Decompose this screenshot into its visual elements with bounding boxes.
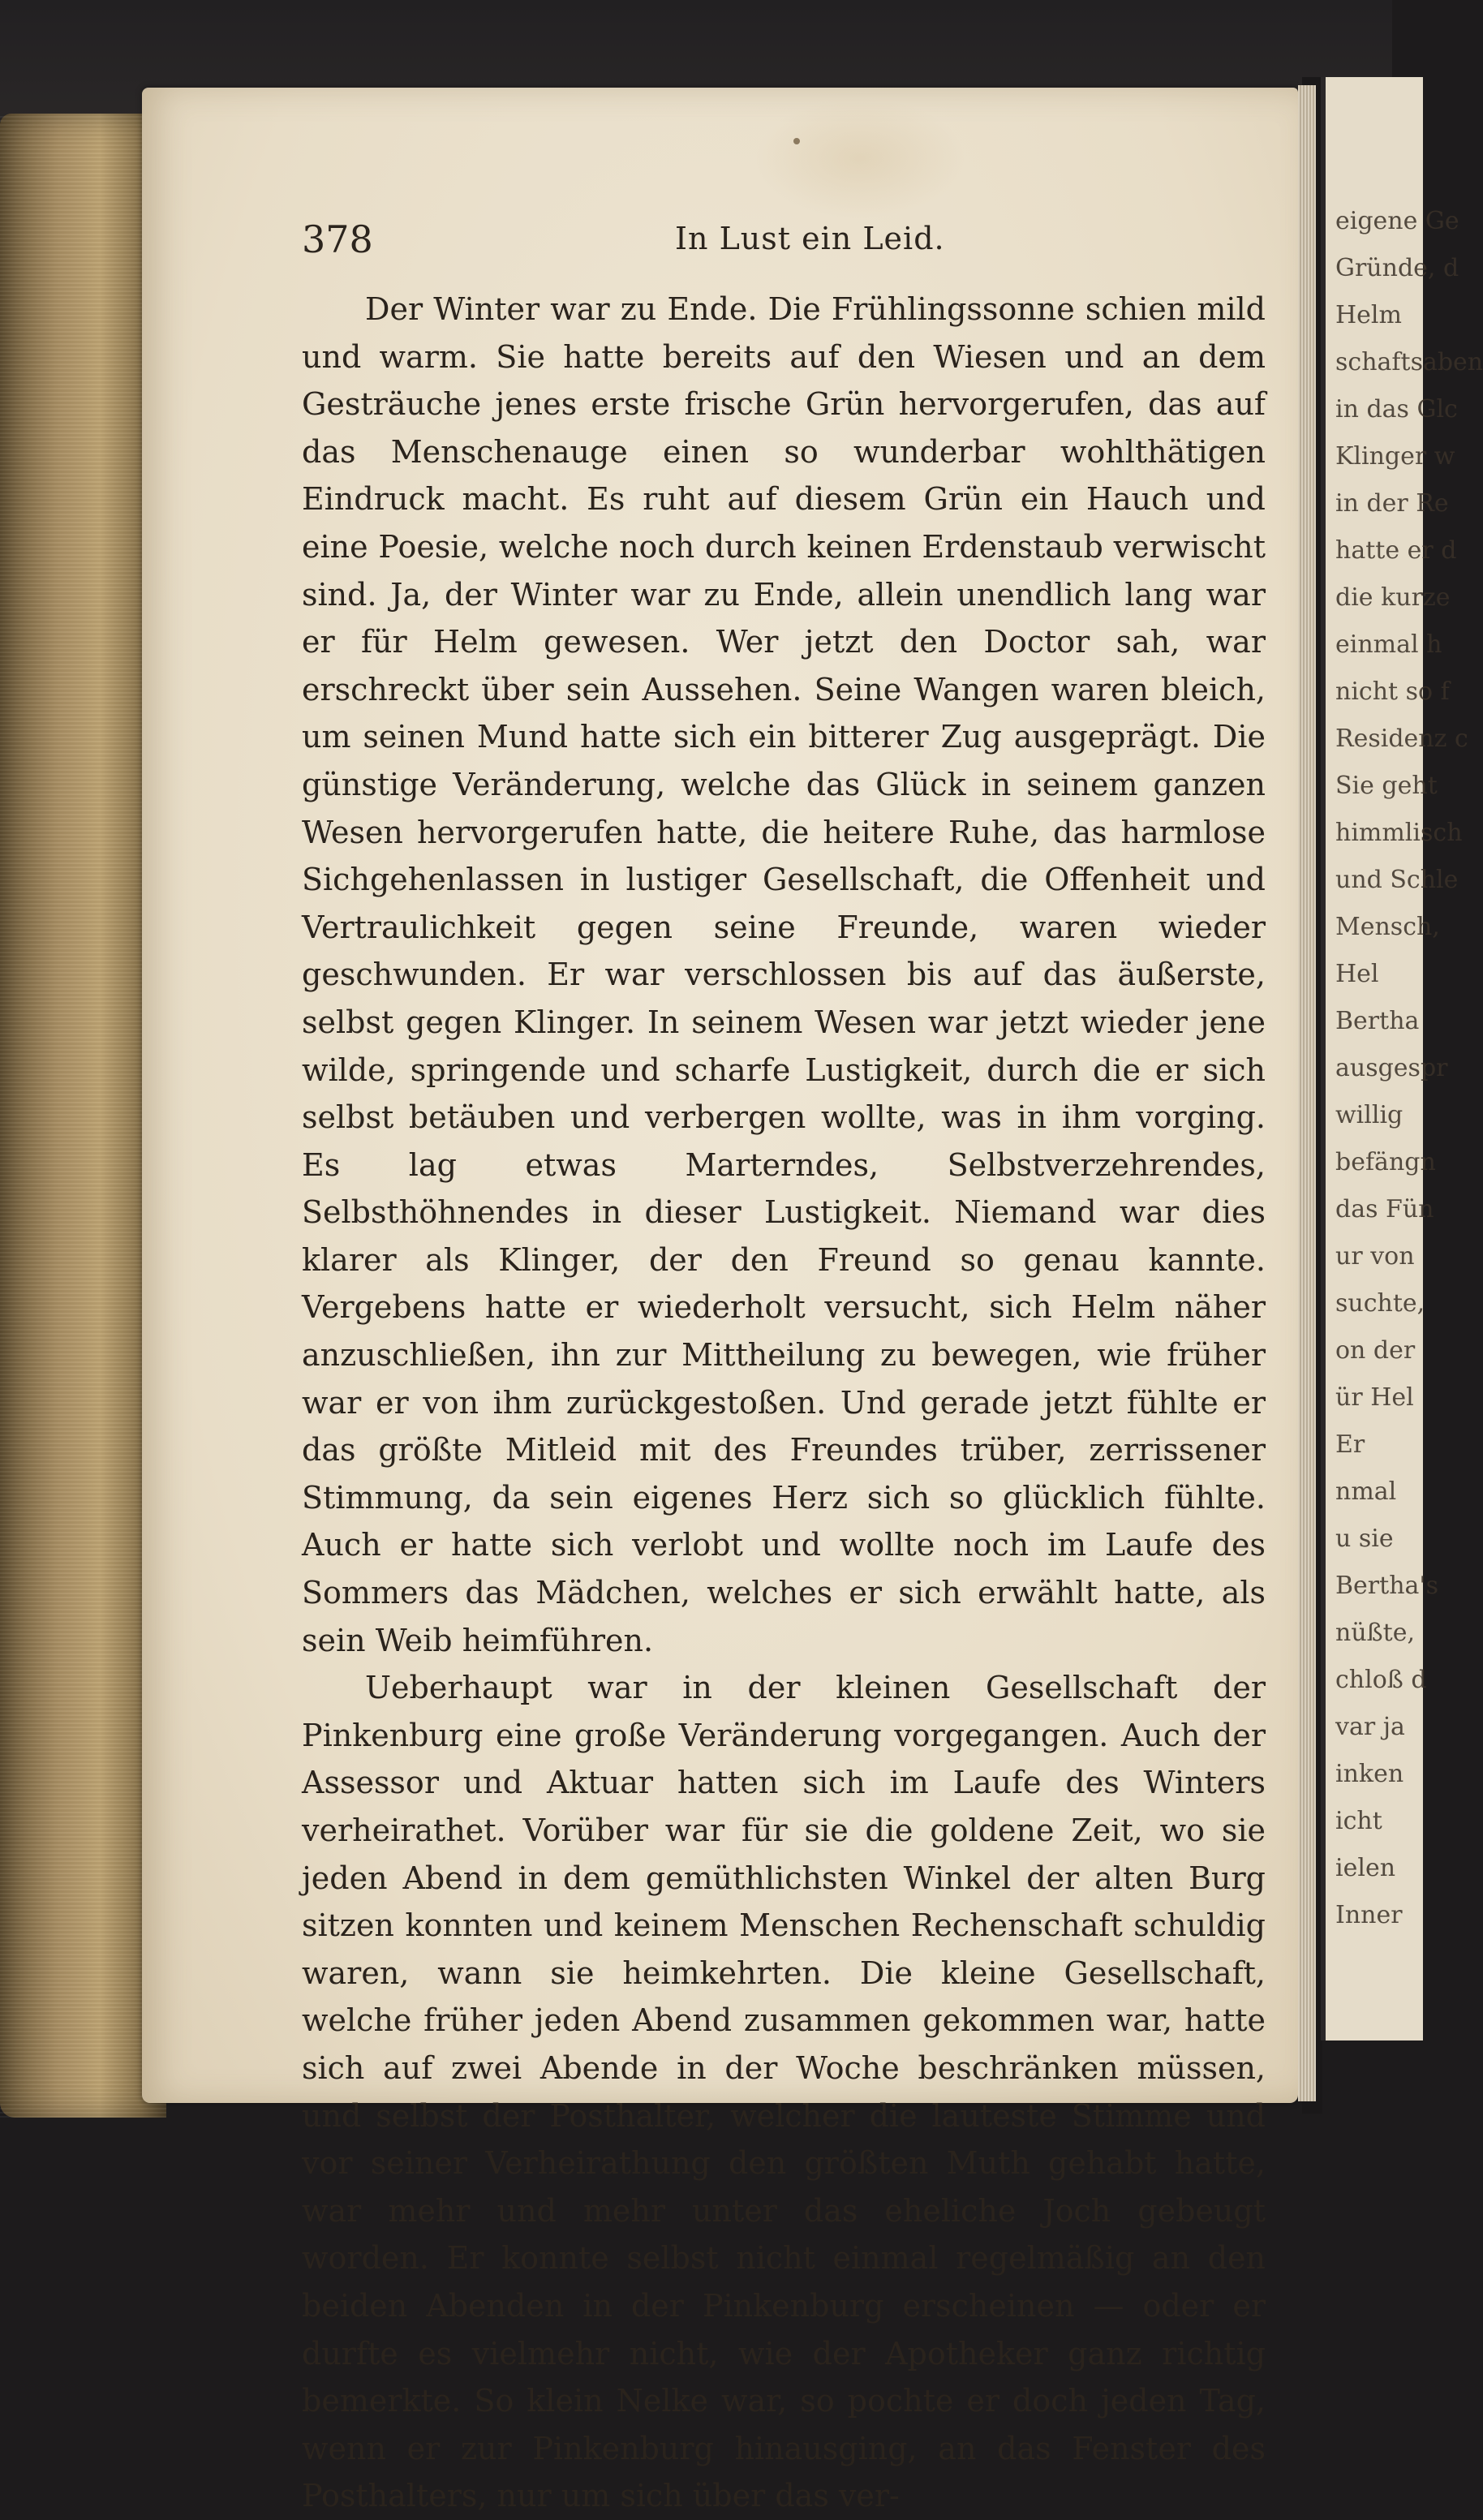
facing-page-line: chloß d bbox=[1335, 1666, 1427, 1694]
facing-page-line: ur von bbox=[1335, 1242, 1415, 1271]
facing-page-line: nmal bbox=[1335, 1477, 1397, 1506]
facing-page-line: u sie bbox=[1335, 1524, 1394, 1553]
facing-page-line: Bertha bbox=[1335, 1007, 1420, 1035]
facing-page-line: on der bbox=[1335, 1336, 1416, 1365]
facing-page-line: icht bbox=[1335, 1807, 1382, 1835]
facing-page-line: Helm bbox=[1335, 301, 1402, 329]
facing-page-line: Mensch, bbox=[1335, 913, 1440, 941]
facing-page-line: hatte er d bbox=[1335, 536, 1457, 565]
facing-page-line: ür Hel bbox=[1335, 1383, 1414, 1412]
facing-page-line: willig bbox=[1335, 1101, 1403, 1129]
facing-page-line: die kurze bbox=[1335, 583, 1451, 612]
facing-page-line: suchte, bbox=[1335, 1289, 1425, 1318]
facing-page-line: Inner bbox=[1335, 1901, 1403, 1929]
facing-page-line: nüßte, bbox=[1335, 1619, 1416, 1647]
facing-page-line: Bertha's bbox=[1335, 1572, 1439, 1600]
facing-page-line: in das Glc bbox=[1335, 395, 1458, 424]
paragraph: Der Winter war zu Ende. Die Frühlingssonne schien mild und warm. Sie hatte bereits auf den Wiesen und an dem Gesträuche jenes erste frische Grün hervorgerufen, das auf das Menschenauge einen so wunderbar wohlthätigen Eindruck macht. Es ruht auf diesem Grün ein Hauch und eine Poesie, welche noch durch keinen Erdenstaub verwischt sind. Ja, der Winter war zu Ende, allein unendlich lang war er für Helm gewesen. Wer jetzt den Doctor sah, war erschreckt über sein Aussehen. Seine Wangen waren bleich, um seinen Mund hatte sich ein bitterer Zug ausgeprägt. Die günstige Veränderung, welche das Glück in seinem ganzen Wesen hervorgerufen hatte, die heitere Ruhe, das harmlose Sichgehenlassen in lustiger Gesellschaft, die Offenheit und Vertraulichkeit gegen seine Freunde, waren wieder geschwunden. Er war verschlossen bis auf das äußerste, selbst gegen Klinger. In seinem Wesen war jetzt wieder jene wilde, springende und scharfe Lustigkeit, durch die er sich selbst betäuben und verbergen wollte, was in ihm vorging. Es lag etwas Marterndes, Selbstverzehrendes, Selbsthöhnendes in dieser Lustigkeit. Niemand war dies klarer als Klinger, der den Freund so genau kannte. Vergebens hatte er wiederholt versucht, sich Helm näher anzuschließen, ihn zur Mittheilung zu bewegen, wie früher war er von ihm zurückgestoßen. Und gerade jetzt fühlte er das größte Mitleid mit des Freundes trüber, zerrissener Stimmung, da sein eigenes Herz sich so glücklich fühlte. Auch er hatte sich verlobt und wollte noch im Laufe des Sommers das Mädchen, welches er sich erwählt hatte, als sein Weib heimführen. bbox=[302, 291, 1266, 1658]
page-stack-edge bbox=[1298, 85, 1316, 2101]
facing-page-line: ausgespr bbox=[1335, 1054, 1448, 1082]
facing-page-line: Gründe, d bbox=[1335, 254, 1459, 282]
ink-spot bbox=[793, 138, 800, 144]
facing-page-line: schaftsaben bbox=[1335, 348, 1483, 376]
facing-page-line: und Schle bbox=[1335, 866, 1459, 894]
facing-page-line: befängn bbox=[1335, 1148, 1436, 1176]
page-header bbox=[302, 217, 1267, 274]
body-text bbox=[302, 286, 1266, 2520]
facing-page-line: Hel bbox=[1335, 960, 1379, 988]
paragraph: Ueberhaupt war in der kleinen Gesellschaft der Pinkenburg eine große Veränderung vorgegangen. Auch der Assessor und Aktuar hatten sich im Laufe des Winters verheirathet. Vorüber war für sie die goldene Zeit, wo sie jeden Abend in dem gemüthlichsten Winkel der alten Burg sitzen konnten und keinem Menschen Rechenschaft schuldig waren, wann sie heimkehrten. Die kleine Gesellschaft, welche früher jeden Abend zusammen gekommen war, hatte sich auf zwei Abende in der Woche beschränken müssen, und selbst der Posthalter, welcher die lauteste Stimme und vor seiner Verheirathung den größten Muth gehabt hatte, war mehr und mehr unter das eheliche Joch gebeugt worden. Er konnte selbst nicht einmal regelmäßig an den beiden Abenden in der Pinkenburg erscheinen — oder er durfte es vielmehr nicht, wie der Apotheker ganz richtig bemerkte. So klein Nelke war, so pochte er doch jeden Tag, wenn er zur Pinkenburg hinausging, an das Fenster des Posthalters, nur um sich über das ver- bbox=[302, 1670, 1266, 2514]
facing-page-line: inken bbox=[1335, 1760, 1404, 1788]
facing-page-line: var ja bbox=[1335, 1713, 1405, 1741]
page-stain bbox=[754, 97, 965, 219]
facing-page-line: Residenz c bbox=[1335, 725, 1468, 753]
facing-page-line: Klinger w bbox=[1335, 442, 1455, 471]
facing-page-line: einmal h bbox=[1335, 630, 1442, 659]
facing-page-line: ielen bbox=[1335, 1854, 1396, 1882]
facing-page-line: in der Re bbox=[1335, 489, 1449, 518]
facing-page-line: nicht so f bbox=[1335, 677, 1450, 706]
facing-page-fragment bbox=[1321, 77, 1483, 2041]
page-number: 378 bbox=[302, 217, 373, 261]
facing-page-line: das Fün bbox=[1335, 1195, 1434, 1223]
facing-page-line: Sie geht bbox=[1335, 772, 1438, 800]
facing-page-line: Er bbox=[1335, 1430, 1365, 1459]
facing-page-line: eigene Ge bbox=[1335, 207, 1459, 235]
facing-page-line: himmlisch bbox=[1335, 819, 1463, 847]
running-title: In Lust ein Leid. bbox=[675, 221, 945, 256]
